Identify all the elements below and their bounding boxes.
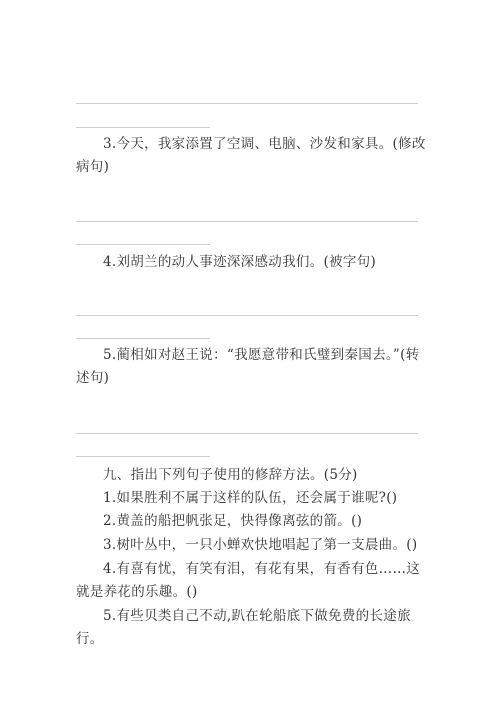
- answer-line: [76, 103, 418, 104]
- answer-line: [76, 244, 210, 245]
- answer-line: [76, 127, 210, 128]
- rhetoric-item-2: 2.黄盖的船把帆张足，快得像离弦的箭。(): [103, 513, 363, 529]
- section-9-heading: 九、指出下列句子使用的修辞方法。(5分): [103, 467, 358, 483]
- rhetoric-item-4: 4.有喜有忧，有笑有泪，有花有果，有香有色……这就是养花的乐趣。(): [76, 561, 421, 600]
- rhetoric-item-3: 3.树叶丛中，一只小蝉欢快地唱起了第一支晨曲。(): [103, 537, 418, 553]
- answer-line: [76, 456, 210, 457]
- answer-line: [76, 338, 210, 339]
- answer-line: [76, 433, 418, 434]
- answer-line: [76, 221, 418, 222]
- answer-line: [76, 315, 418, 316]
- question-4: 4.刘胡兰的动人事迹深深感动我们。(被字句): [103, 254, 377, 270]
- rhetoric-item-5: 5.有些贝类自己不动,趴在轮船底下做免费的长途旅行。: [76, 608, 411, 647]
- rhetoric-item-1: 1.如果胜利不属于这样的队伍，还会属于谁呢?(): [103, 490, 398, 506]
- question-3: 3.今天，我家添置了空调、电脑、沙发和家具。(修改病句): [76, 136, 426, 175]
- question-5: 5.蔺相如对赵王说：“我愿意带和氏璧到秦国去。”(转述句): [76, 347, 420, 386]
